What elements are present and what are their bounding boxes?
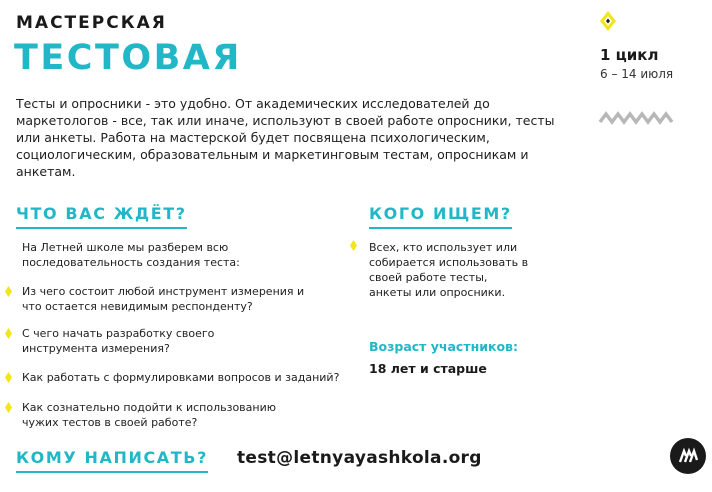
cycle-dates: 6 – 14 июля [600, 67, 674, 81]
intro-paragraph: Тесты и опросники - это удобно. От академических исследователей до маркетологов - все, так или иначе, используют в своей работе опросники, тесты или анкеты. Работа на мастерской будет посвящена психологическим, социологическим, образовательным и маркетинговым тестам, опросникам и анкетам. [16, 96, 555, 179]
list-item: Как работать с формулировками вопросов и заданий? [22, 371, 340, 384]
workshop-kicker: МАСТЕРСКАЯ [16, 13, 167, 33]
bullet-diamond-icon [5, 286, 12, 297]
seeking-heading: КОГО ИЩЕМ? [369, 204, 512, 229]
list-item: Из чего состоит любой инструмент измерения и что остается невидимым респонденту? [22, 285, 305, 313]
school-logo-icon [670, 438, 706, 474]
age-label: Возраст участников: [369, 339, 518, 354]
contact-heading: КОМУ НАПИСАТЬ? [16, 448, 208, 473]
bullet-diamond-icon [5, 328, 12, 339]
diamond-outline-icon [599, 10, 617, 32]
bullet-diamond-icon [350, 240, 357, 251]
age-value: 18 лет и старше [369, 361, 487, 376]
seeking-text: Всех, кто использует или собирается использовать в своей работе тесты, анкеты или опросники. [369, 241, 529, 299]
cycle-label: 1 цикл [600, 46, 659, 64]
list-item: Как сознательно подойти к использованию чужих тестов в своей работе? [22, 401, 276, 429]
bullet-diamond-icon [5, 402, 12, 413]
list-item: С чего начать разработку своего инструмента измерения? [22, 327, 215, 355]
expect-heading: ЧТО ВАС ЖДЁТ? [16, 204, 187, 229]
zigzag-icon [598, 110, 674, 124]
bullet-diamond-icon [5, 372, 12, 383]
workshop-title: ТЕСТОВАЯ [14, 38, 242, 78]
expect-lead: На Летней школе мы разберем всю последовательность создания теста: [22, 241, 240, 269]
contact-email-link[interactable]: test@letnyayashkola.org [237, 448, 482, 468]
